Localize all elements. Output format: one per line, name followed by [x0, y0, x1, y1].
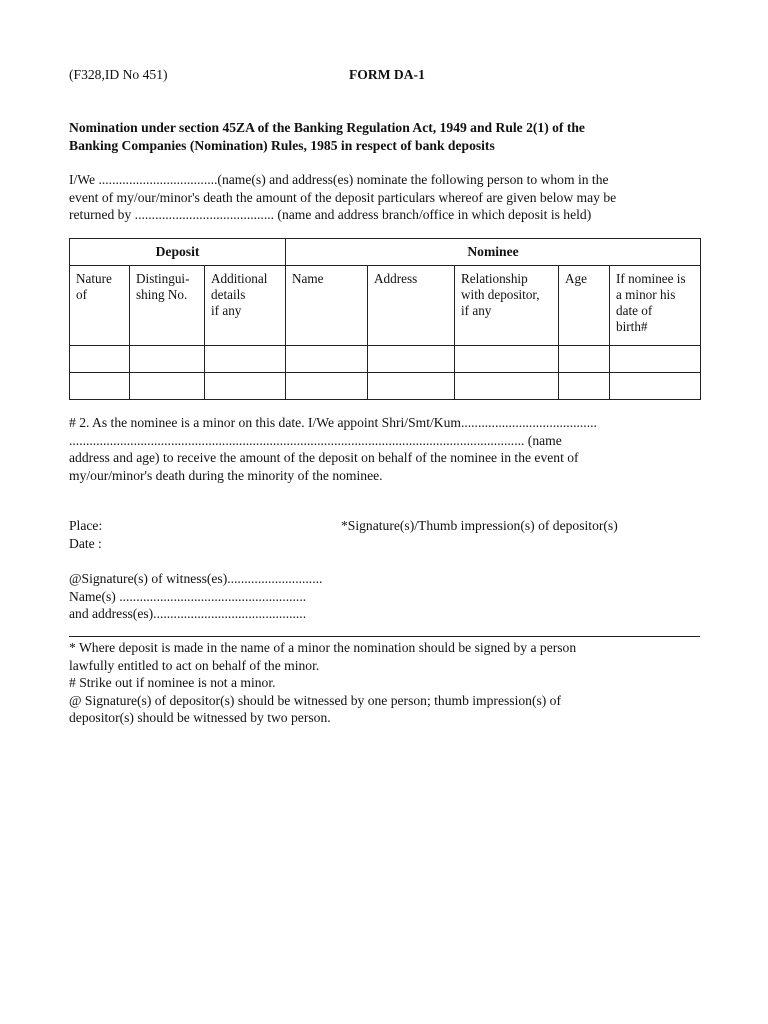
table-cell[interactable]	[610, 346, 701, 373]
column-header-name: Name	[286, 266, 368, 346]
clause-line: my/our/minor's death during the minority of the nominee.	[69, 467, 383, 483]
column-header-age: Age	[559, 266, 610, 346]
date-label: Date :	[69, 536, 102, 551]
footnote-line: depositor(s) should be witnessed by two person.	[69, 710, 331, 725]
table-cell[interactable]	[286, 373, 368, 400]
table-cell[interactable]	[368, 346, 455, 373]
form-title: FORM DA-1	[349, 67, 425, 82]
table-cell[interactable]	[559, 373, 610, 400]
table-cell[interactable]	[559, 346, 610, 373]
column-header-distinguishing-no: Distingui- shing No.	[130, 266, 205, 346]
footnote-line: # Strike out if nominee is not a minor.	[69, 675, 276, 690]
clause-line: ...................................................................................................................................... (name	[69, 432, 562, 448]
place-label: Place:	[69, 518, 103, 533]
table-row	[70, 373, 701, 400]
witness-block	[69, 570, 709, 623]
column-header-nature: Nature of	[70, 266, 130, 346]
intro-line: event of my/our/minor's death the amount of the deposit particulars whereof are given below may be	[69, 189, 617, 205]
intro-paragraph	[69, 171, 709, 224]
witness-signature-line: @Signature(s) of witness(es)............................	[69, 571, 323, 586]
column-header-address: Address	[368, 266, 455, 346]
column-header-nominee-dob: If nominee is a minor his date of birth#	[610, 266, 701, 346]
table-cell[interactable]	[70, 373, 130, 400]
heading-line: Banking Companies (Nomination) Rules, 1985 in respect of bank deposits	[69, 137, 495, 153]
heading-line: Nomination under section 45ZA of the Banking Regulation Act, 1949 and Rule 2(1) of the	[69, 120, 585, 135]
column-header-relationship: Relationship with depositor, if any	[455, 266, 559, 346]
nomination-table	[69, 238, 701, 400]
clause-line: # 2. As the nominee is a minor on this date. I/We appoint Shri/Smt/Kum........................................	[69, 415, 597, 430]
table-cell[interactable]	[130, 373, 205, 400]
nominee-group-header: Nominee	[286, 239, 701, 266]
form-reference: (F328,ID No 451)	[69, 67, 168, 82]
table-cell[interactable]	[70, 346, 130, 373]
minor-guardian-clause	[69, 414, 709, 484]
table-header-row	[70, 266, 701, 346]
intro-line: I/We ...................................(name(s) and address(es) nominate the following person to whom in the	[69, 172, 609, 187]
table-cell[interactable]	[610, 373, 701, 400]
table-cell[interactable]	[455, 373, 559, 400]
table-cell[interactable]	[286, 346, 368, 373]
table-cell[interactable]	[130, 346, 205, 373]
witness-address-line: and address(es).............................................	[69, 606, 307, 621]
table-group-row	[70, 239, 701, 266]
deposit-group-header: Deposit	[70, 239, 286, 266]
footnote-line: * Where deposit is made in the name of a minor the nomination should be signed by a person	[69, 640, 577, 655]
intro-line: returned by ......................................... (name and address branch/office in which deposit is held)	[69, 207, 592, 222]
table-cell[interactable]	[455, 346, 559, 373]
depositor-signature-label: *Signature(s)/Thumb impression(s) of depositor(s)	[341, 518, 618, 533]
table-cell[interactable]	[368, 373, 455, 400]
clause-line: address and age) to receive the amount of the deposit on behalf of the nominee in the event of	[69, 450, 579, 465]
column-header-additional-details: Additional details if any	[205, 266, 286, 346]
footnotes	[69, 639, 709, 727]
footnote-line: lawfully entitled to act on behalf of the minor.	[69, 657, 320, 673]
table-cell[interactable]	[205, 373, 286, 400]
footnote-divider	[69, 636, 700, 637]
table-cell[interactable]	[205, 346, 286, 373]
form-heading	[69, 119, 709, 154]
table-row	[70, 346, 701, 373]
witness-name-line: Name(s) .......................................................	[69, 588, 307, 604]
footnote-line: @ Signature(s) of depositor(s) should be witnessed by one person; thumb impression(s) of	[69, 692, 562, 708]
